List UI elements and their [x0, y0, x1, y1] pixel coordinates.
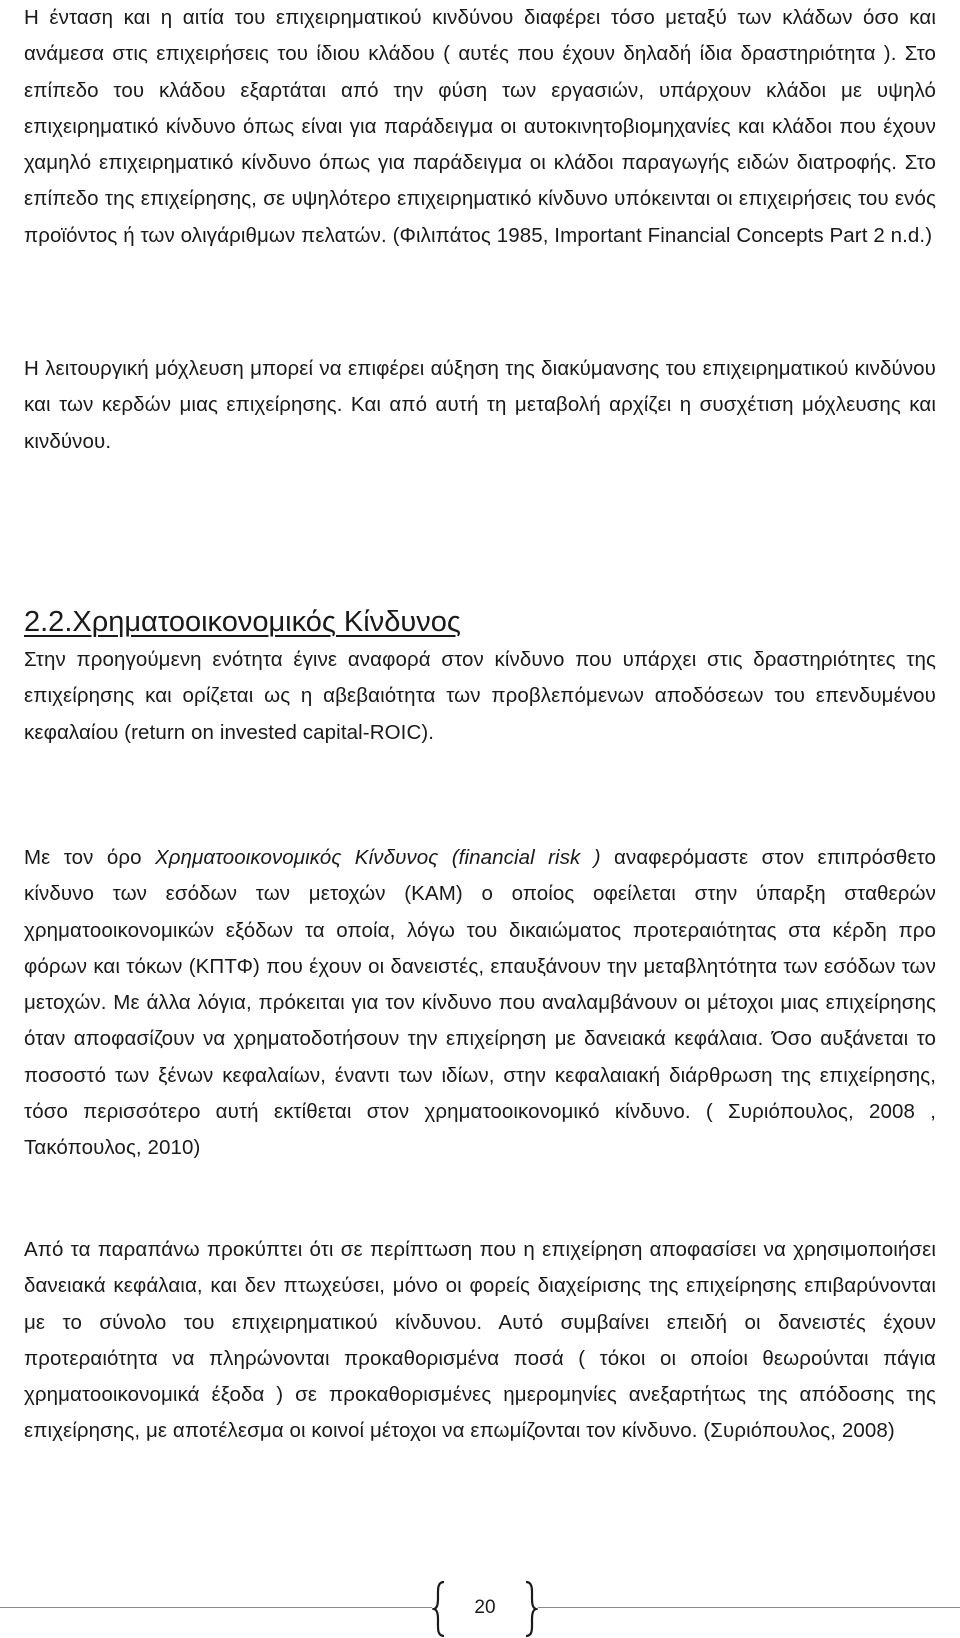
paragraph-borrowed-capital-conclusion: Από τα παραπάνω προκύπτει ότι σε περίπτωση που η επιχείρηση αποφασίσει να χρησιμοποιήσει δανειακά κεφάλαια, και δεν πτωχεύσει, μόνο οι φορείς διαχείρισης της επιχείρησης επιβαρύνονται με το σύνολο του επιχειρηματικού κίνδυνου. Αυτό συμβαίνει επειδή οι δανειστές έχουν προτεραιότητα να πληρώνονται προκαθορισμένα ποσά ( τόκοι οι οποίοι θεωρούνται πάγια χρηματοοικονομικά έξοδα ) σε προκαθορισμένες ημερομηνίες ανεξαρτήτως της απόδοσης της επιχείρησης, με αποτέλεσμα οι κοινοί μέτοχοι να επωμίζονται τον κίνδυνο. (Συριόπουλος, 2008) [24, 1238, 936, 1443]
paragraph-previous-section-summary: Στην προηγούμενη ενότητα έγινε αναφορά στον κίνδυνο που υπάρχει στις δραστηριότητες της επιχείρησης και ορίζεται ως η αβεβαιότητα των προβλεπόμενων αποδόσεων του επενδυμένου κεφαλαίου (return on invested capital-ROIC). [24, 648, 936, 744]
page-number-box [432, 1580, 538, 1638]
right-brace-icon [524, 1580, 538, 1638]
paragraph-body-text: αναφερόμαστε στον επιπρόσθετο κίνδυνο των εσόδων των μετοχών (ΚΑΜ) ο οποίος οφείλεται στην ύπαρξη σταθερών χρηματοοικονομικών εξόδων τα οποία, λόγω του δικαιώματος προτεραιότητας στα κέρδη προ φόρων και τόκων (ΚΠΤΦ) που έχουν οι δανειστές, επαυξάνουν την μεταβλητότητα των εσόδων των μετοχών. Με άλλα λόγια, πρόκειται για τον κίνδυνο που αναλαμβάνουν οι μέτοχοι μιας επιχείρησης όταν αποφασίζουν να χρηματοδοτήσουν την επιχείρηση με δανειακά κεφάλαια. Όσο αυξάνεται το ποσοστό των ξένων κεφαλαίων, έναντι των ιδίων, στην κεφαλαιακή διάρθρωση της επιχείρησης, τόσο περισσότερο αυτή εκτίθεται στον χρηματοοικονομικό κίνδυνο. ( Συριόπουλος, 2008 , Τακόπουλος, 2010) [24, 846, 936, 1160]
page-footer [0, 1580, 960, 1638]
paragraph-financial-risk-definition [24, 840, 936, 1167]
paragraph-operating-leverage: Η λειτουργική μόχλευση μπορεί να επιφέρει αύξηση της διακύμανσης του επιχειρηματικού κινδύνου και των κερδών μιας επιχείρησης. Και από αυτή τη μεταβολή αρχίζει η συσχέτιση μόχλευσης και κινδύνου. [24, 357, 936, 453]
page-number: 20 [474, 1597, 496, 1618]
paragraph-business-risk-intensity: Η ένταση και η αιτία του επιχειρηματικού κινδύνου διαφέρει τόσο μεταξύ των κλάδων όσο και ανάμεσα στις επιχειρήσεις του ίδιου κλάδου ( αυτές που έχουν δηλαδή ίδια δραστηριότητα ). Στο επίπεδο του κλάδου εξαρτάται από την φύση των εργασιών, υπάρχουν κλάδοι με υψηλό επιχειρηματικό κίνδυνο όπως είναι για παράδειγμα οι αυτοκινητοβιομηχανίες και κλάδοι που έχουν χαμηλό επιχειρηματικό κίνδυνο όπως για παράδειγμα οι κλάδοι παραγωγής ειδών διατροφής. Στο επίπεδο της επιχείρησης, σε υψηλότερο επιχειρηματικό κίνδυνο υπόκεινται οι επιχειρήσεις του ενός προϊόντος ή των ολιγάριθμων πελατών. (Φιλιπάτος 1985, Important Financial Concepts Part 2 n.d.) [24, 6, 936, 247]
section-heading-financial-risk: 2.2.Χρηματοοικονομικός Κίνδυνος [24, 606, 461, 638]
paragraph-lead-text: Με τον όρο [24, 846, 155, 869]
financial-risk-term: Χρηματοοικονομικός Κίνδυνος (financial risk ) [155, 846, 601, 869]
